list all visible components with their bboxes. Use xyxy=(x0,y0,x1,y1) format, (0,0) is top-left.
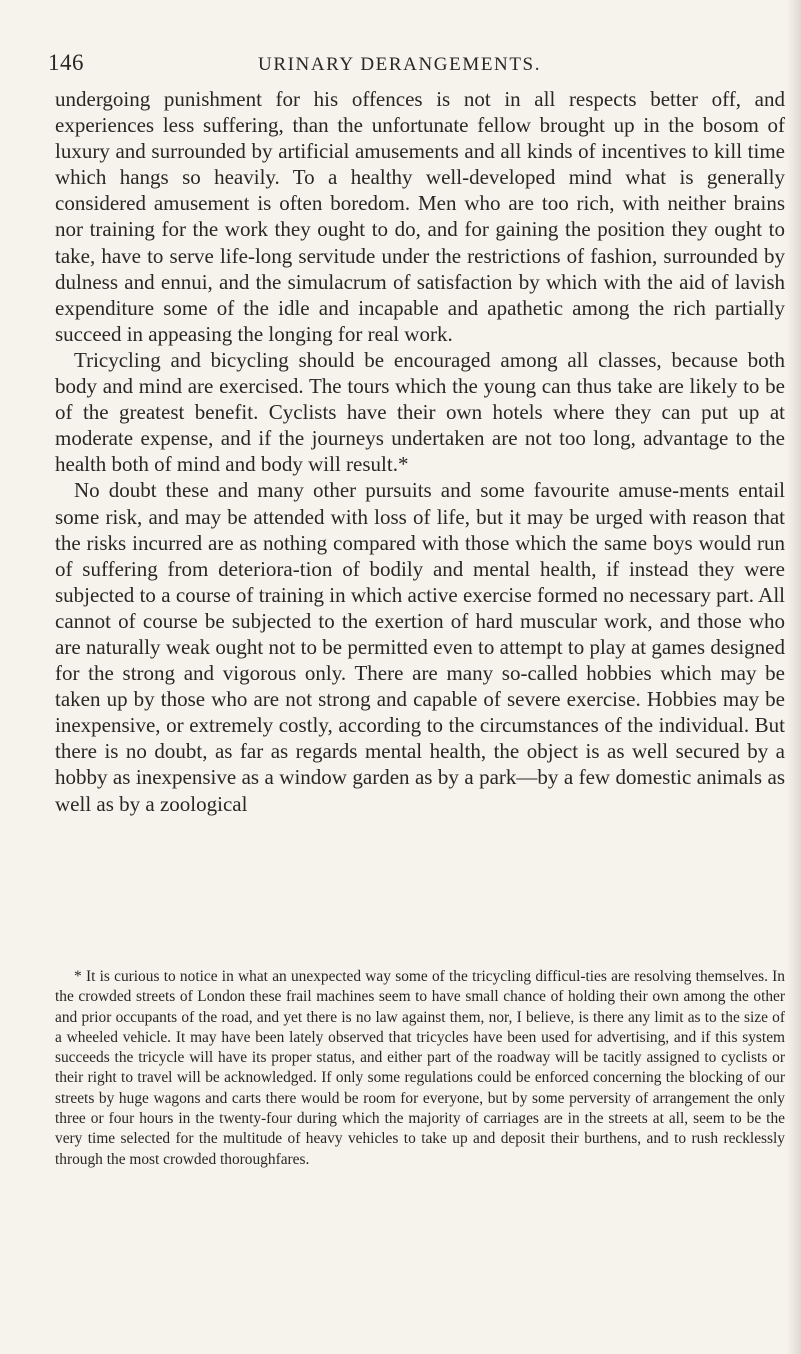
running-head: URINARY DERANGEMENTS. xyxy=(258,54,542,75)
body-text xyxy=(55,86,785,817)
paragraph-1: undergoing punishment for his offences is not in all respects better off, and experiences less suffering, than the unfortunate fellow brought up in the bosom of luxury and surrounded by artificial amusements and all kinds of incentives to kill time which hangs so heavily. To a healthy well-developed mind what is generally considered amusement is often boredom. Men who are too rich, with neither brains nor training for the work they ought to do, and for gaining the position they ought to take, have to serve life-long servitude under the restrictions of fashion, surrounded by dulness and ennui, and the simulacrum of satisfaction by which with the aid of lavish expenditure some of the idle and incapable and apathetic among the rich partially succeed in appeasing the longing for real work. xyxy=(55,87,785,346)
page-edge-shadow xyxy=(787,0,801,1354)
paragraph-2: Tricycling and bicycling should be encouraged among all classes, because both body and mind are exercised. The tours which the young can thus take are likely to be of the greatest benefit. Cyclists have their own hotels where they can put up at moderate expense, and if the journeys undertaken are not too long, advantage to the health both of mind and body will result.* xyxy=(55,347,785,477)
page-number: 146 xyxy=(48,50,84,75)
paragraph-3: No doubt these and many other pursuits and some favourite amuse-ments entail some risk, and may be attended with loss of life, but it may be urged with reason that the risks incurred are as nothing compared with those which the same boys would run of suffering from deteriora-tion of bodily and mental health, if instead they were subjected to a course of training in which active exercise formed no necessary part. All cannot of course be subjected to the exertion of hard muscular work, and those who are naturally weak ought not to be permitted even to attempt to play at games designed for the strong and vigorous only. There are many so-called hobbies which may be taken up by those who are not strong and capable of severe exercise. Hobbies may be inexpensive, or extremely costly, according to the circumstances of the individual. But there is no doubt, as far as regards mental health, the object is as well secured by a hobby as inexpensive as a window garden as by a park—by a few domestic animals as well as by a zoological xyxy=(55,478,785,816)
footnote-text: * It is curious to notice in what an unexpected way some of the tricycling difficul-ties are resolving themselves. In the crowded streets of London these frail machines seem to have small chance of holding their own among the other and prior occupants of the road, and yet there is no law against them, nor, I believe, is there any limit as to the size of a wheeled vehicle. It may have been lately observed that tricycles have been used for advertising, and if this system succeeds the tricycle will have its proper status, and either part of the roadway will be tacitly assigned to cyclists or their right to travel will be acknowledged. If only some regulations could be enforced concerning the blocking of our streets by huge wagons and carts there would be room for everyone, but by some perversity of arrangement the only three or four hours in the twenty-four during which the majority of carriages are in the streets at all, seem to be the very time selected for the multitude of heavy vehicles to take up and deposit their burthens, and to rush recklessly through the most crowded thoroughfares. xyxy=(55,968,785,1168)
footnote xyxy=(55,967,785,1170)
page-header xyxy=(48,50,768,82)
